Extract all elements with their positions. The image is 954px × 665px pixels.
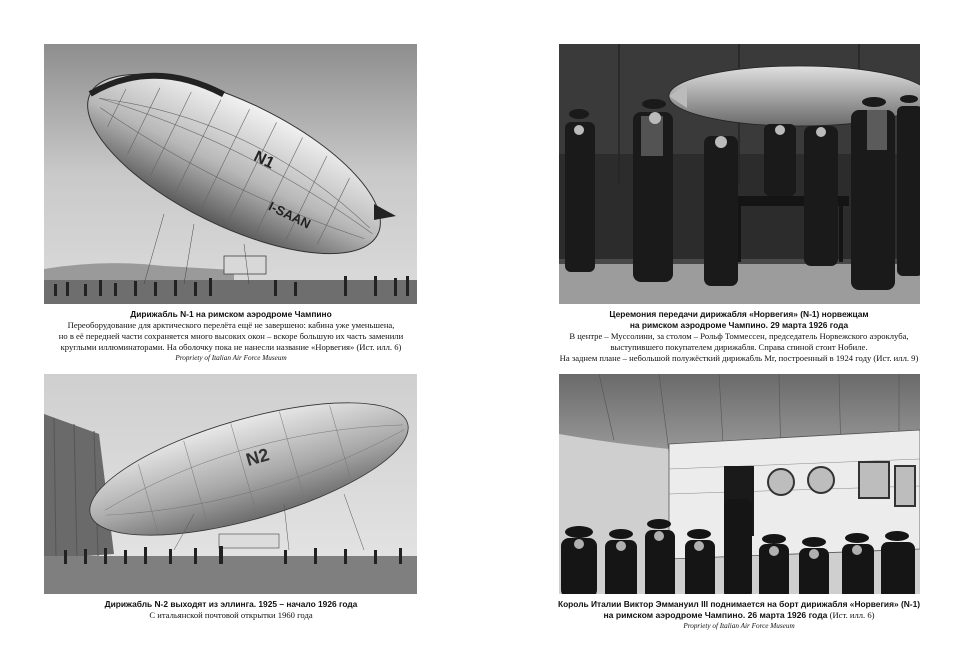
airship-n2-name: N2 [243, 444, 272, 470]
caption-line: круглыми иллюминаторами. На оболочку пока не нанесли название «Норвегия» (Ист. илл. 6) [60, 342, 402, 352]
airship-n1-name: N1 [250, 148, 277, 173]
photo-airship-n2 [44, 374, 417, 594]
photo-airship-n1 [44, 44, 417, 304]
caption-bottom-left [30, 599, 432, 621]
caption-title: Церемония передачи дирижабля «Норвегия» (N-1) норвежцам [609, 309, 869, 319]
caption-line: Переоборудование для арктического перелёта ещё не завершено: кабина уже уменьшена, [67, 320, 395, 330]
caption-top-left [30, 309, 432, 364]
airship-n1-registration: I-SAAN [266, 198, 314, 232]
caption-line: На заднем плане – небольшой полужёсткий дирижабль Mr, построенный в 1924 году (Ист. илл. 9) [559, 353, 919, 363]
caption-line: С итальянской почтовой открытки 1960 года [149, 610, 313, 620]
photo-ceremony [559, 44, 920, 304]
caption-top-right [520, 309, 954, 364]
caption-ref: (Ист. илл. 6) [827, 610, 875, 620]
caption-bottom-right [520, 599, 954, 632]
caption-line: выступившего покупателем дирижабля. Справа спиной стоит Нобиле. [610, 342, 868, 352]
caption-title: Король Италии Виктор Эммануил III поднимается на борт дирижабля «Норвегия» (N-1) [557, 599, 921, 609]
caption-title: Дирижабль N-1 на римском аэродроме Чампино [130, 309, 332, 319]
caption-line: но в её передней части сохраняется много высоких окон – вскоре большую их часть заменили [58, 331, 404, 341]
caption-source: Propriety of Italian Air Force Museum [175, 354, 287, 362]
caption-source: Propriety of Italian Air Force Museum [683, 622, 795, 630]
caption-line: В центре – Муссолини, за столом – Рольф Томмессен, председатель Норвежского аэроклуба, [569, 331, 909, 341]
caption-title: Дирижабль N-2 выходят из эллинга. 1925 – начало 1926 года [104, 599, 358, 609]
caption-title: на римском аэродроме Чампино. 26 марта 1926 года [603, 610, 828, 620]
caption-title: на римском аэродроме Чампино. 29 марта 1926 года [629, 320, 849, 330]
photo-king-boarding [559, 374, 920, 594]
